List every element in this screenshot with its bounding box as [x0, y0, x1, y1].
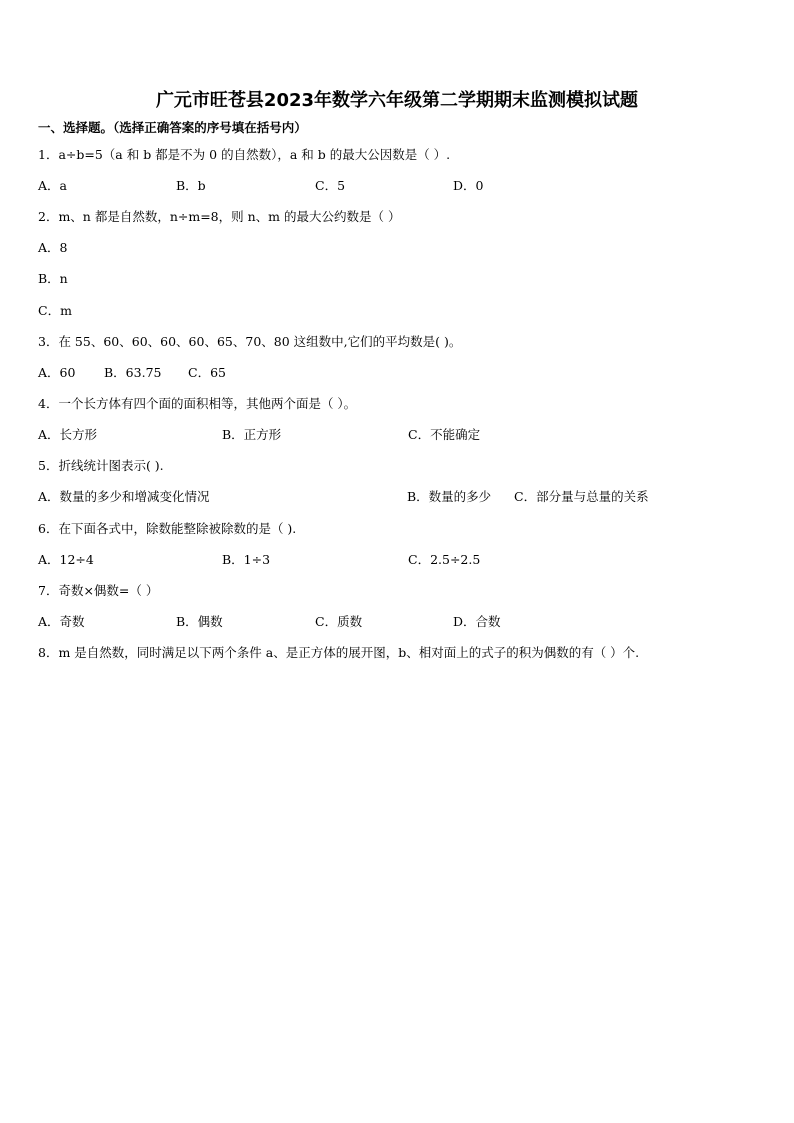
question-1-option-b[interactable]: B．b [176, 178, 206, 193]
question-6: 6．在下面各式中，除数能整除被除数的是（ ). [38, 521, 297, 536]
question-2-option-c[interactable]: C．m [38, 303, 72, 318]
question-4: 4．一个长方体有四个面的面积相等，其他两个面是（ ）。 [38, 396, 357, 411]
question-2-option-a[interactable]: A．8 [38, 240, 68, 255]
question-6-option-a[interactable]: A．12÷4 [38, 552, 94, 567]
question-7: 7．奇数×偶数=（ ） [38, 583, 159, 598]
question-1-option-d[interactable]: D．0 [453, 178, 484, 193]
question-3-option-c[interactable]: C．65 [188, 365, 226, 380]
question-7-option-c[interactable]: C．质数 [315, 614, 363, 629]
question-4-option-c[interactable]: C．不能确定 [408, 427, 481, 442]
question-4-option-a[interactable]: A．长方形 [38, 427, 98, 442]
section-heading: 一、选择题。（选择正确答案的序号填在括号内） [38, 120, 307, 135]
question-3-option-a[interactable]: A．60 [38, 365, 76, 380]
question-7-option-a[interactable]: A．奇数 [38, 614, 85, 629]
question-5-option-a[interactable]: A．数量的多少和增减变化情况 [38, 489, 210, 504]
page-title: 广元市旺苍县2023年数学六年级第二学期期末监测模拟试题 [155, 90, 639, 111]
question-3-option-b[interactable]: B．63.75 [104, 365, 162, 380]
question-5-option-c[interactable]: C．部分量与总量的关系 [514, 489, 649, 504]
question-7-option-b[interactable]: B．偶数 [176, 614, 223, 629]
question-2: 2．m、n 都是自然数，n÷m=8，则 n、m 的最大公约数是（ ） [38, 209, 401, 224]
question-3: 3．在 55、60、60、60、60、65、70、80 这组数中,它们的平均数是( )。 [38, 334, 462, 349]
question-6-option-b[interactable]: B．1÷3 [222, 552, 271, 567]
question-2-option-b[interactable]: B．n [38, 271, 68, 286]
question-5: 5．折线统计图表示( ). [38, 458, 164, 473]
question-5-option-b[interactable]: B．数量的多少 [407, 489, 492, 504]
question-1-option-a[interactable]: A．a [38, 178, 67, 193]
question-4-option-b[interactable]: B．正方形 [222, 427, 282, 442]
question-1: 1．a÷b=5（a 和 b 都是不为 0 的自然数），a 和 b 的最大公因数是（ ）. [38, 147, 451, 162]
question-8: 8．m 是自然数，同时满足以下两个条件 a、是正方体的展开图，b、相对面上的式子的积为偶数的有（ ）个. [38, 645, 640, 660]
question-6-option-c[interactable]: C．2.5÷2.5 [408, 552, 481, 567]
question-1-option-c[interactable]: C．5 [315, 178, 346, 193]
question-7-option-d[interactable]: D．合数 [453, 614, 501, 629]
